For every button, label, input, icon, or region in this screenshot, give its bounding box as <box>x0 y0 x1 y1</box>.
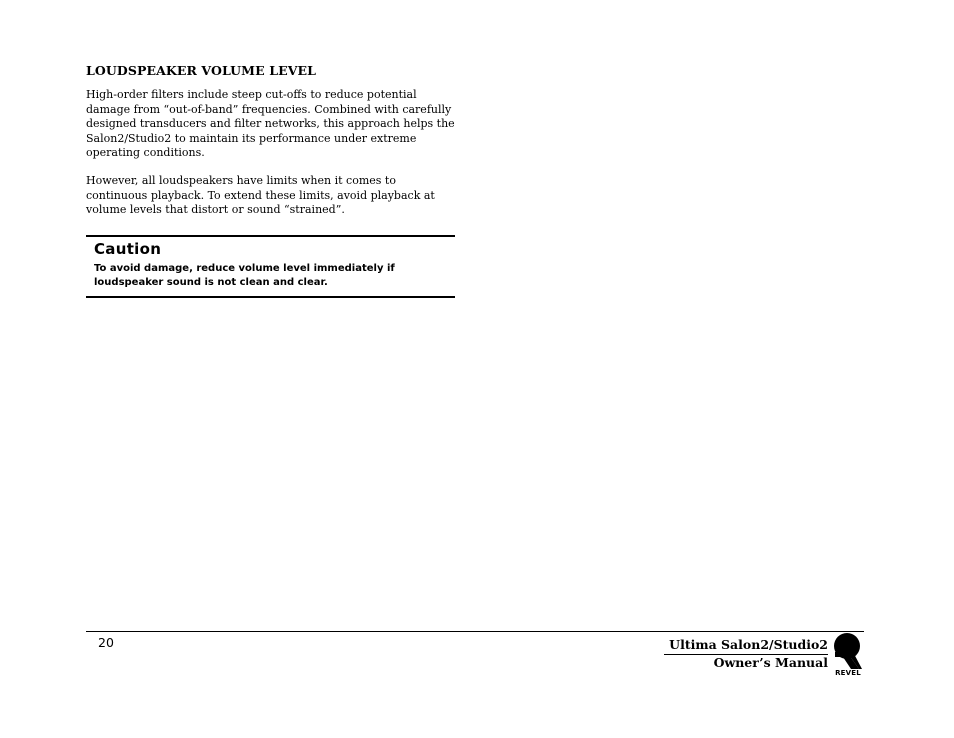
caution-box <box>86 235 455 298</box>
footer-rule <box>86 631 864 632</box>
body-paragraph-filters: High-order filters include steep cut-offs to reduce potential damage from “out-of-band” frequencies. Combined with carefully designed transducers and filter networks, this approach helps the Salon2/Studio2 to maintain its performance under extreme operating conditions. <box>86 88 455 160</box>
footer-manual-title: Ultima Salon2/Studio2 <box>664 637 828 655</box>
body-paragraph-limits: However, all loudspeakers have limits when it comes to continuous playback. To extend these limits, avoid playback at volume levels that distort or sound “strained”. <box>86 174 435 217</box>
revel-logo-icon <box>831 632 865 680</box>
caution-text: To avoid damage, reduce volume level immediately if loudspeaker sound is not clean and clear. <box>94 263 395 288</box>
footer-manual-subtitle: Owner’s Manual <box>713 655 828 670</box>
section-heading: LOUDSPEAKER VOLUME LEVEL <box>86 63 317 78</box>
revel-logo-mark <box>831 632 865 670</box>
caution-title: Caution <box>94 240 162 258</box>
footer-title-block <box>664 637 828 671</box>
revel-logo-wordmark: REVEL <box>835 669 861 677</box>
page-number: 20 <box>98 635 114 650</box>
